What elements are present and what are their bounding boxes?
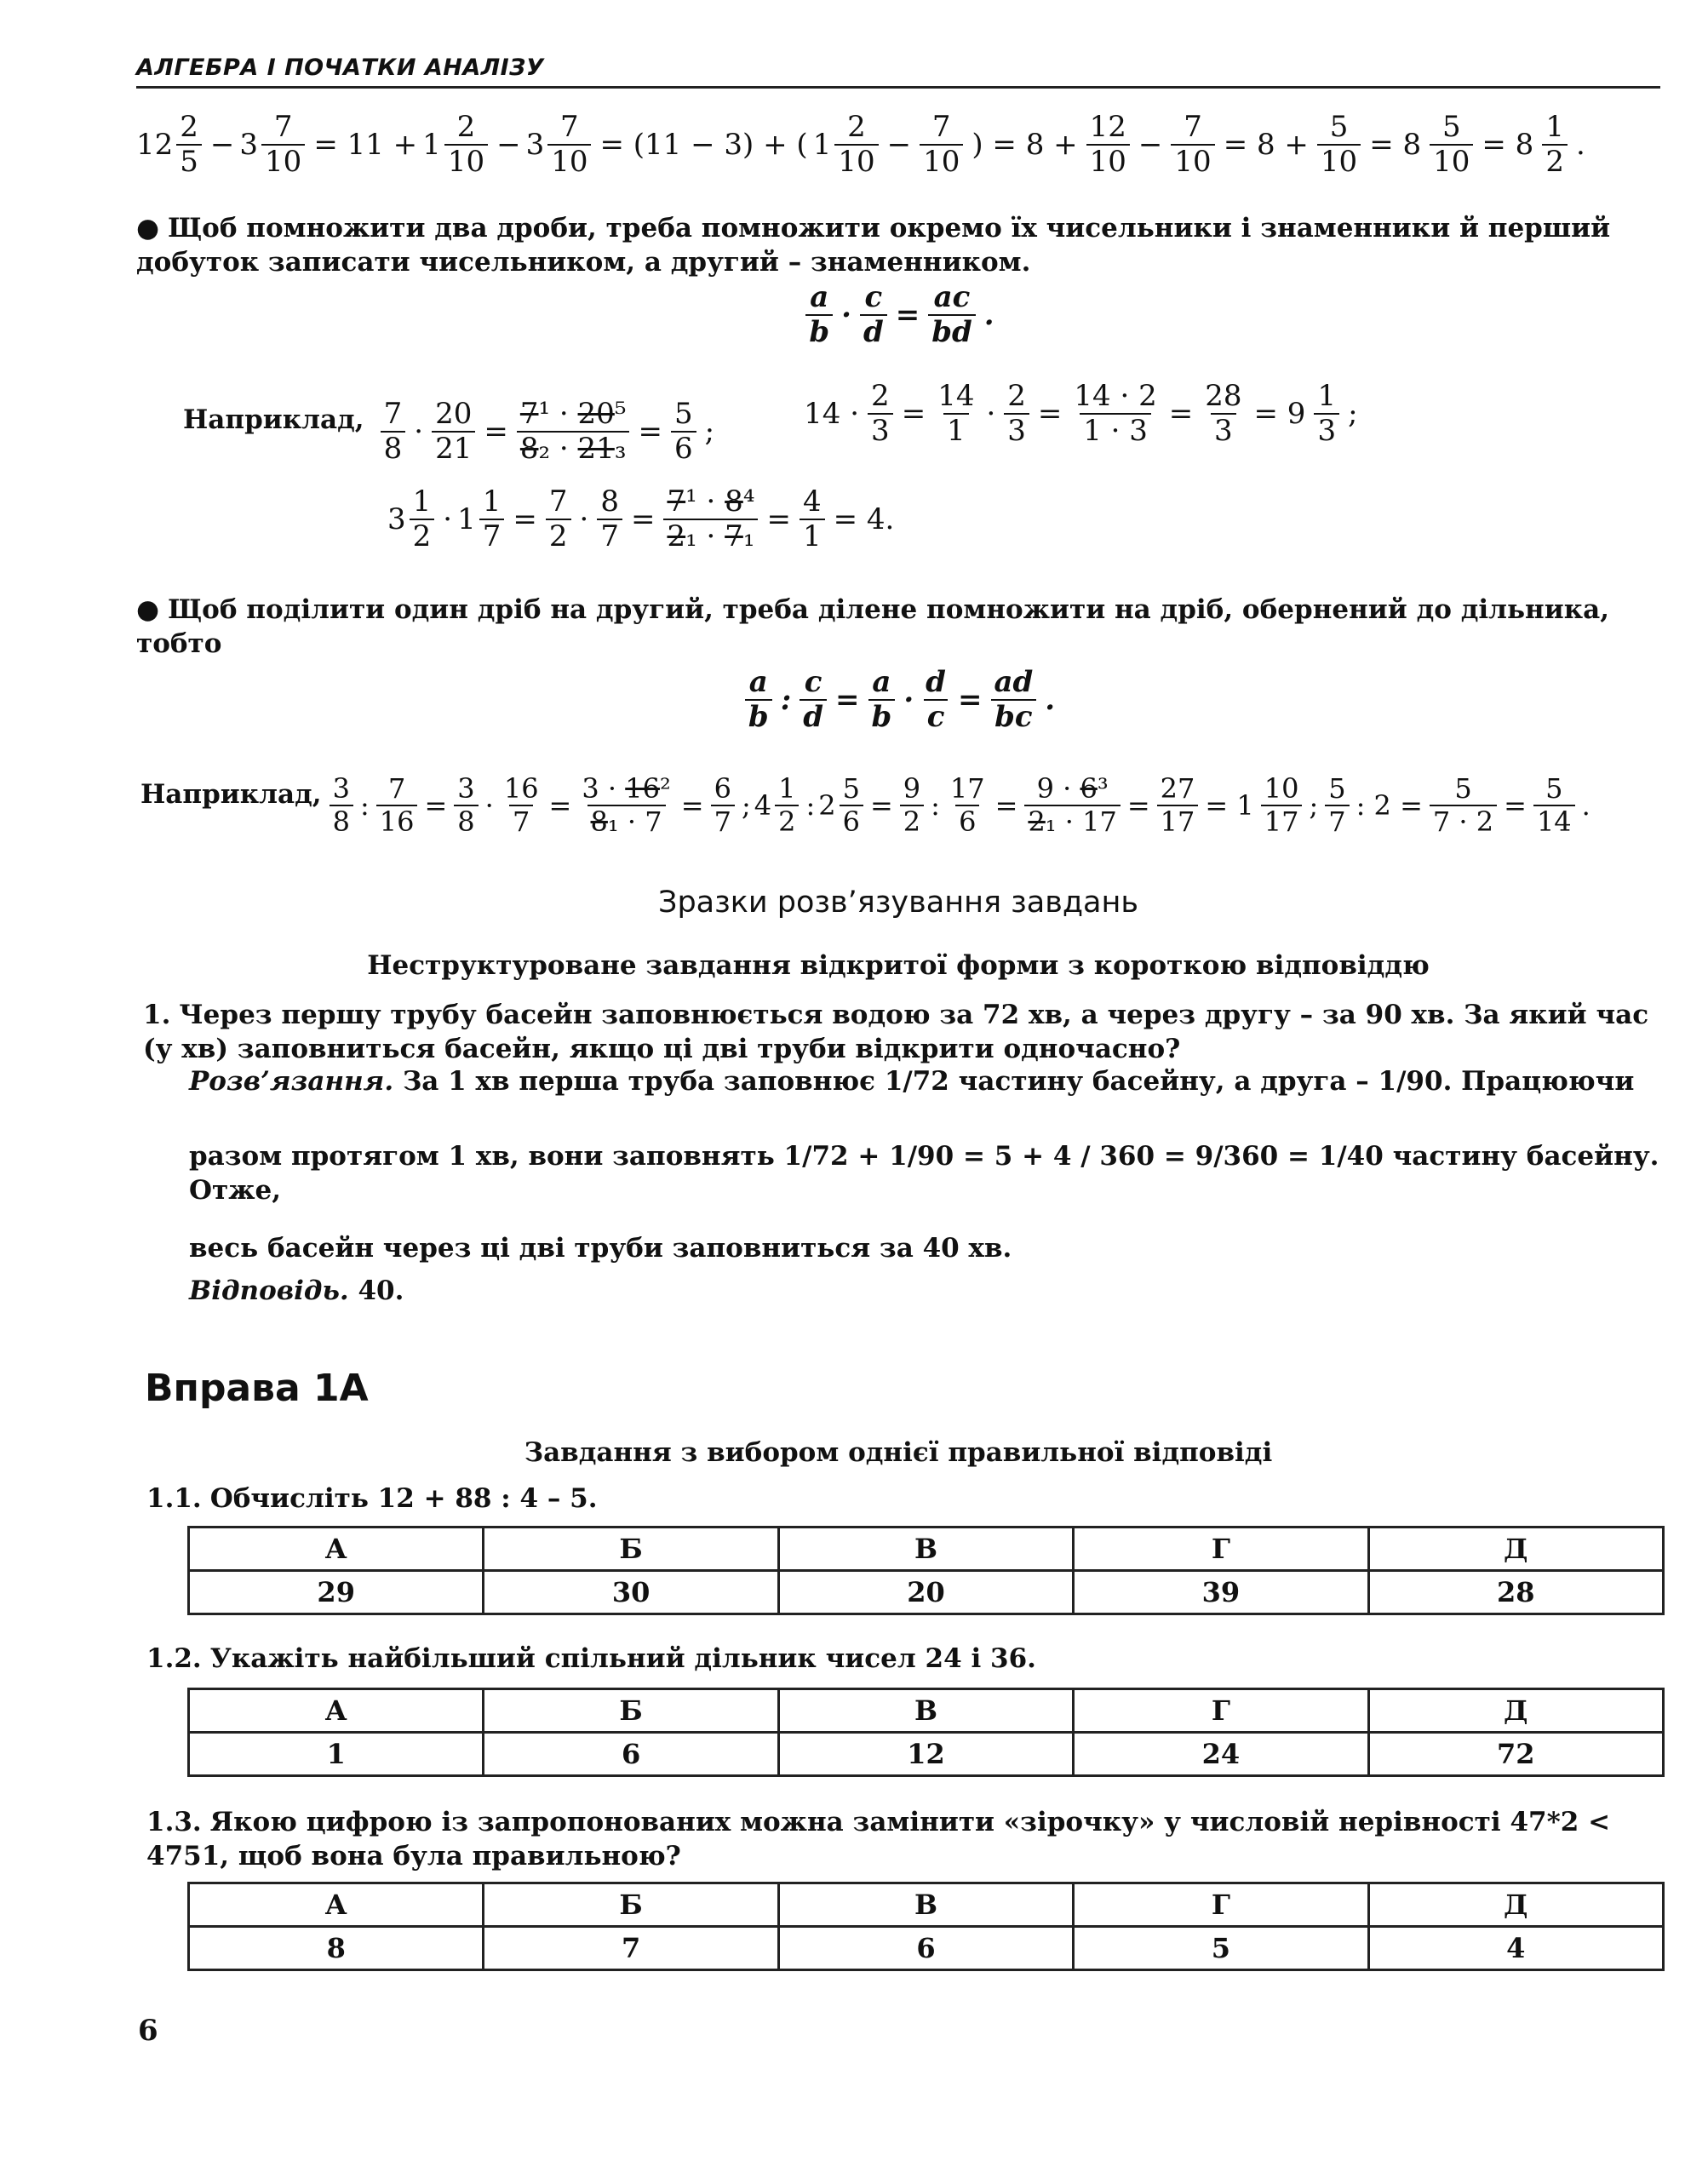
task-1 — [143, 998, 1663, 1066]
samples-title: Зразки розв’язування завдань — [658, 886, 1138, 920]
option-letter[interactable]: А — [189, 1689, 484, 1733]
divide-formula — [136, 666, 1660, 734]
solution-line-1: За 1 хв перша труба заповнює 1/72 частину басейну, а друга – 1/90. Працюючи — [402, 1066, 1635, 1097]
answer-table-1-3 — [187, 1882, 1665, 1971]
multiply-formula-expr: $\frac{a}{b}$ · $\frac{c}{d}$ = $\frac{ac}{bd}$ . — [802, 281, 994, 349]
option-value[interactable]: 1 — [189, 1733, 484, 1776]
intro-example — [136, 111, 1660, 179]
solution-line-3: весь басейн через ці дві труби заповниться за 40 хв. — [189, 1233, 1012, 1264]
option-letter[interactable]: Б — [484, 1528, 778, 1571]
multiply-rule — [136, 211, 1660, 279]
multiply-formula — [136, 281, 1660, 349]
option-value[interactable]: 12 — [778, 1733, 1073, 1776]
option-letter[interactable]: Г — [1074, 1689, 1368, 1733]
answer-letters-row — [189, 1689, 1664, 1733]
option-letter[interactable]: Д — [1368, 1883, 1663, 1927]
answer-table-1-1 — [187, 1526, 1665, 1615]
example-label: Наприклад, — [183, 404, 364, 435]
divide-formula-expr: $\frac{a}{b}$ : $\frac{c}{d}$ = $\frac{a}{b}$ · $\frac{d}{c}$ = $\frac{ad}{bc}$ . — [742, 666, 1055, 734]
intro-example-expr: 12 $\frac{2}{5}$ − 3 $\frac{7}{10}$ = 11 + 1 $\frac{2}{10}$ − 3 $\frac{7}{10}$ = (11 − 3) + ( 1 $\frac{2}{10}$ − $\frac{7}{10}$ ) = 8 + $\frac{12}{10}$ − $\frac{7}{10}$ = 8 + $\frac{5}{10}$ = 8 $\frac{5}{10}$ = 8 $\frac{1}{2}$ . — [136, 110, 1585, 180]
option-letter[interactable]: Д — [1368, 1528, 1663, 1571]
multiply-example-2: 14 · $\frac{2}{3}$ = $\frac{14}{1}$ · $\frac{2}{3}$ = $\frac{14 \cdot 2}{1 \cdot 3}$ = $\frac{28}{3}$ = 9 $\frac{1}{3}$ ; — [804, 379, 1358, 449]
example-label: Наприклад, — [140, 778, 322, 810]
question-number: 1.2. — [146, 1643, 202, 1674]
option-value[interactable]: 4 — [1368, 1927, 1663, 1970]
question-number: 1.3. — [146, 1807, 202, 1837]
multiply-rule-text: Щоб помножити два дроби, треба помножити окремо їх чисельники і знаменники й перший добуток записати чисельником, а другий – знаменником. — [136, 213, 1611, 278]
option-letter[interactable]: Б — [484, 1689, 778, 1733]
option-letter[interactable]: В — [778, 1689, 1073, 1733]
question-1-1 — [146, 1482, 1671, 1516]
task-1-number: 1. — [143, 1000, 171, 1030]
option-value[interactable]: 72 — [1368, 1733, 1663, 1776]
option-letter[interactable]: А — [189, 1883, 484, 1927]
exercise-subtitle: Завдання з вибором однієї правильної відповіді — [524, 1437, 1273, 1468]
task-type-title: Неструктуроване завдання відкритої форми з короткою відповіддю — [367, 950, 1430, 981]
task-1-question: Через першу трубу басейн заповнюється водою за 72 хв, а через другу – за 90 хв. За який час (у хв) заповниться басейн, якщо ці дві труби відкрити одночасно? — [143, 1000, 1649, 1064]
option-letter[interactable]: Г — [1074, 1528, 1368, 1571]
divide-examples-expr: $\frac{3}{8}$ : $\frac{7}{16}$ = $\frac{3}{8}$ · $\frac{16}{7}$ = $\frac{\text{3 · 16²}}{\text{8₁ · 7}}$ = $\frac{6}{7}$ ; 4 $\frac{1}{2}$ : 2 $\frac{5}{6}$ = $\frac{9}{2}$ : $\frac{17}{6}$ = $\frac{\text{9 · 6³}}{\text{2₁ · 17}}$ = $\frac{27}{17}$ = 1 $\frac{10}{17}$ ; $\frac{5}{7}$ : 2 = $\frac{5}{7 \cdot 2}$ = $\frac{5}{14}$ . — [326, 773, 1591, 838]
option-value[interactable]: 29 — [189, 1571, 484, 1614]
option-value[interactable]: 20 — [778, 1571, 1073, 1614]
answer-label: Відповідь. — [189, 1275, 349, 1306]
divide-rule-text: Щоб поділити один дріб на другий, треба ділене помножити на дріб, обернений до дільника, тобто — [136, 594, 1609, 659]
question-text: Укажіть найбільший спільний дільник чисел 24 і 36. — [209, 1643, 1036, 1674]
option-value[interactable]: 24 — [1074, 1733, 1368, 1776]
exercise-title: Вправа 1А — [145, 1367, 369, 1410]
option-value[interactable]: 8 — [189, 1927, 484, 1970]
task-1-solution — [189, 1064, 1662, 1308]
multiply-examples-row1 — [136, 380, 1660, 466]
question-number: 1.1. — [146, 1483, 202, 1514]
option-value[interactable]: 5 — [1074, 1927, 1368, 1970]
option-value[interactable]: 28 — [1368, 1571, 1663, 1614]
answer-values-row — [189, 1733, 1664, 1776]
page-number: 6 — [138, 2014, 158, 2048]
answer-table-1-2 — [187, 1688, 1665, 1777]
option-value[interactable]: 6 — [778, 1927, 1073, 1970]
multiply-example-3: 3 $\frac{1}{2}$ · 1 $\frac{1}{7}$ = $\frac{7}{2}$ · $\frac{8}{7}$ = $\frac{\text{7¹ · 8⁴}}{\text{2₁ · 7₁}}$ = $\frac{4}{1}$ = 4. — [387, 484, 895, 554]
answer-letters-row — [189, 1528, 1664, 1571]
option-letter[interactable]: В — [778, 1883, 1073, 1927]
option-letter[interactable]: Д — [1368, 1689, 1663, 1733]
option-value[interactable]: 39 — [1074, 1571, 1368, 1614]
running-header: АЛГЕБРА І ПОЧАТКИ АНАЛІЗУ — [136, 54, 1660, 89]
bullet-icon: ● — [136, 594, 160, 625]
answer-values-row — [189, 1927, 1664, 1970]
option-letter[interactable]: Б — [484, 1883, 778, 1927]
question-1-3 — [146, 1805, 1665, 1873]
option-value[interactable]: 7 — [484, 1927, 778, 1970]
question-1-2 — [146, 1642, 1671, 1676]
question-text: Обчисліть 12 + 88 : 4 – 5. — [209, 1483, 598, 1514]
multiply-example-1: $\frac{7}{8}$ · $\frac{20}{21}$ = $\frac{\text{7¹ · 20⁵}}{\text{8₂ · 21₃}}$ = $\frac{5}{6}$ ; — [377, 398, 714, 466]
answer-values-row — [189, 1571, 1664, 1614]
divide-rule — [136, 593, 1660, 661]
bullet-icon: ● — [136, 213, 160, 244]
answer-letters-row — [189, 1883, 1664, 1927]
option-value[interactable]: 30 — [484, 1571, 778, 1614]
solution-line-2: разом протягом 1 хв, вони заповнять 1/72 + 1/90 = 5 + 4 / 360 = 9/360 = 1/40 частину басейну. Отже, — [189, 1141, 1659, 1206]
solution-label: Розв’язання. — [189, 1066, 394, 1097]
multiply-examples-row2 — [387, 485, 1708, 553]
question-text: Якою цифрою із запропонованих можна замінити «зірочку» у числовій нерівності 47*2 < 4751, щоб вона була правильною? — [146, 1807, 1611, 1872]
answer-value: 40. — [358, 1275, 404, 1306]
divide-examples — [140, 773, 1665, 838]
option-letter[interactable]: Г — [1074, 1883, 1368, 1927]
option-letter[interactable]: А — [189, 1528, 484, 1571]
option-letter[interactable]: В — [778, 1528, 1073, 1571]
option-value[interactable]: 6 — [484, 1733, 778, 1776]
